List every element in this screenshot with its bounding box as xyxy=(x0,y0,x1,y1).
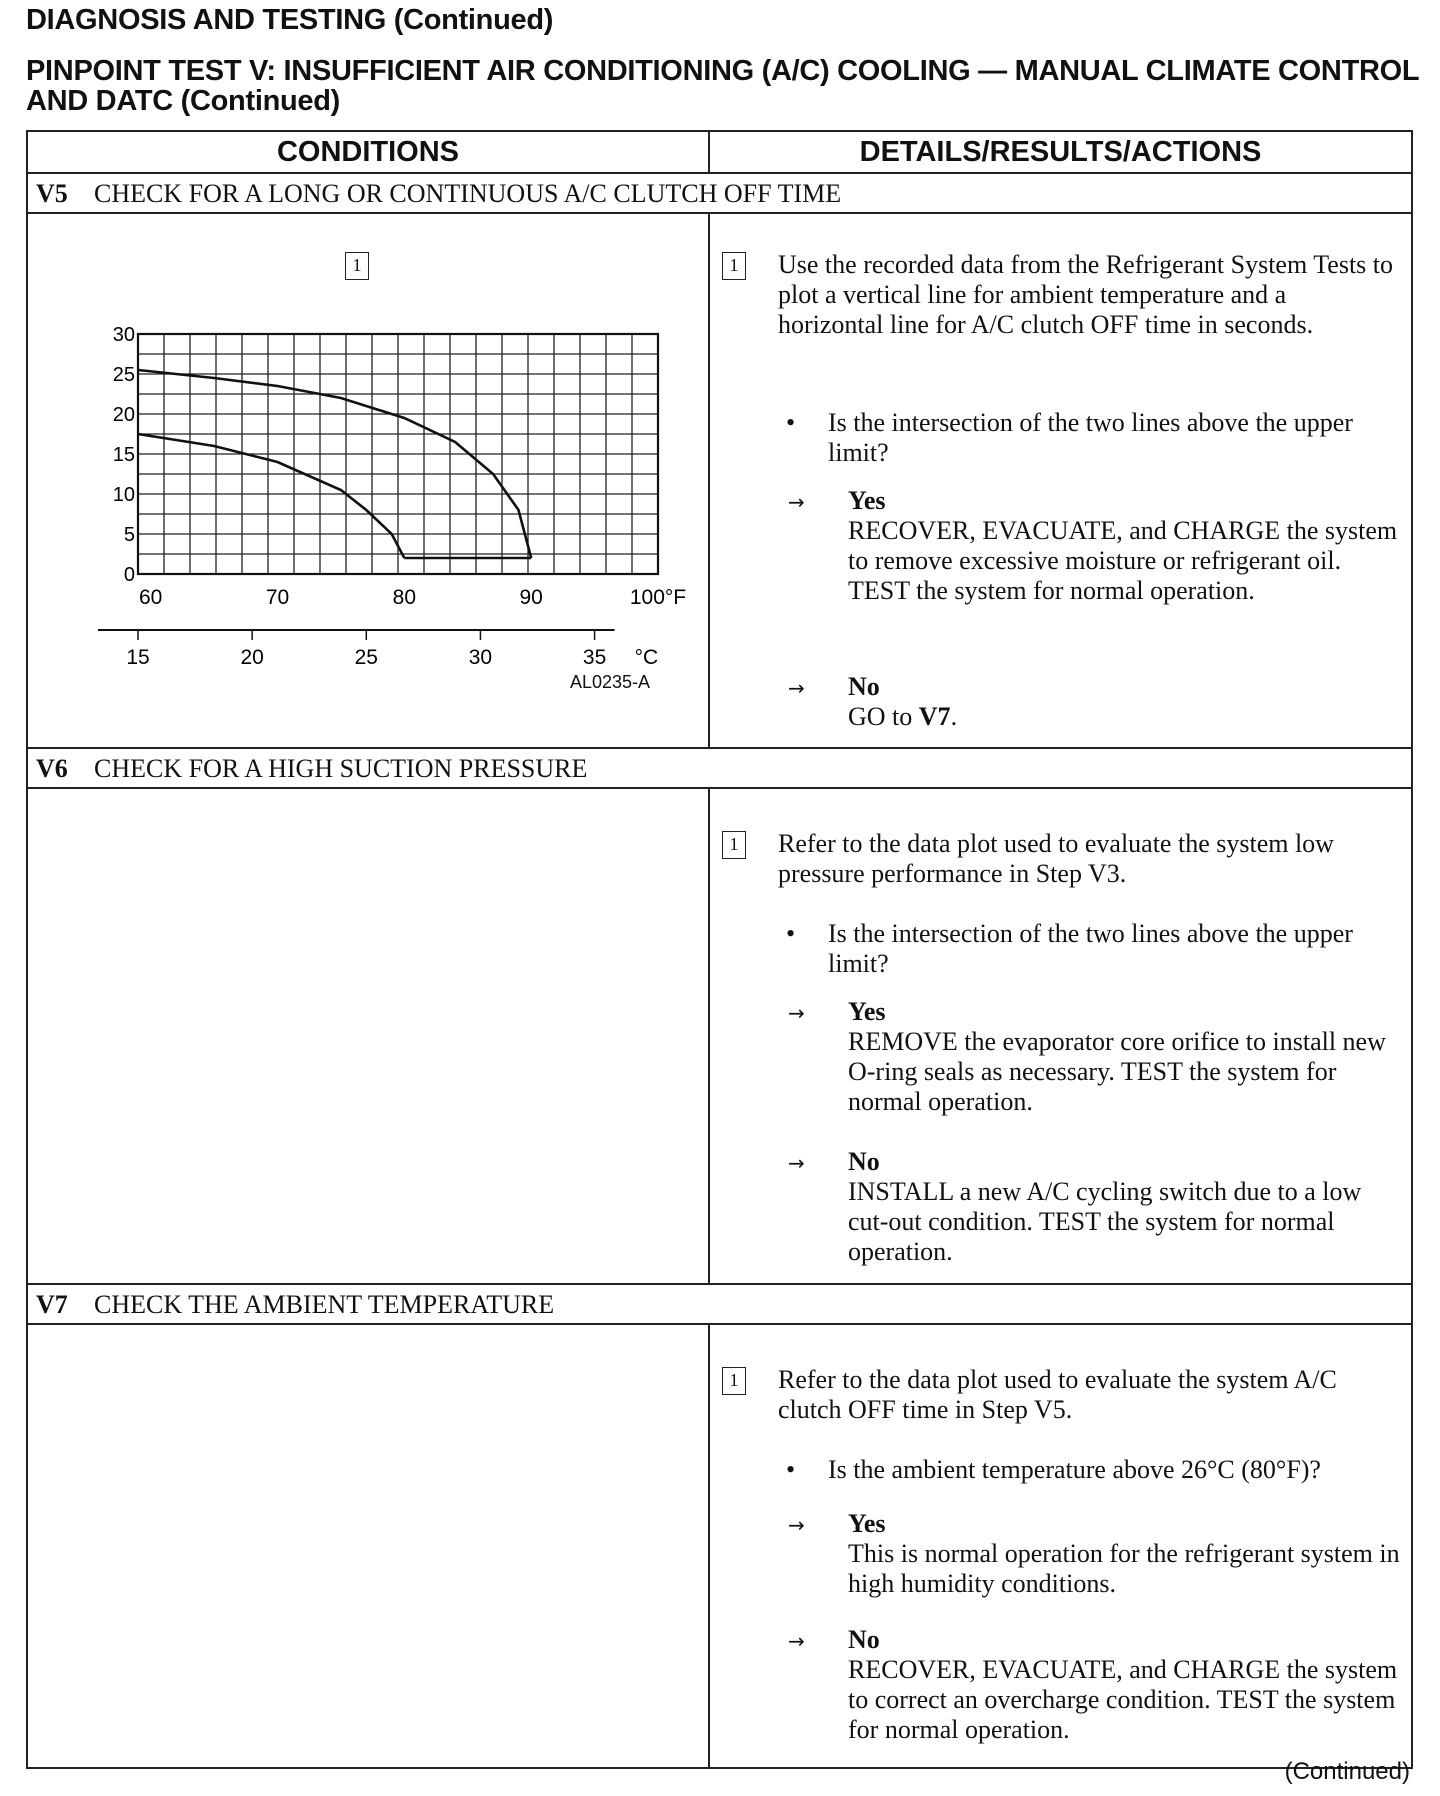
table-header-row xyxy=(28,132,1411,174)
step-v6-body xyxy=(28,789,1411,1285)
no-action-target: V7 xyxy=(918,702,951,731)
arrow-right-icon: → xyxy=(788,1001,805,1025)
x-tick-label-c: 35 xyxy=(582,646,607,669)
x-tick-label-c: 30 xyxy=(468,646,493,669)
y-tick-label: 0 xyxy=(123,564,135,586)
x-tick-label-c: 15 xyxy=(126,646,150,669)
no-action-suffix: . xyxy=(950,702,958,731)
step-v7-id: V7 xyxy=(36,1290,68,1319)
continued-label: (Continued) xyxy=(1284,1758,1410,1785)
no-label: No xyxy=(848,1625,880,1654)
step-v6-title: CHECK FOR A HIGH SUCTION PRESSURE xyxy=(94,754,588,783)
yes-label: Yes xyxy=(848,1509,886,1538)
y-tick-label: 5 xyxy=(123,524,135,546)
arrow-right-icon: → xyxy=(788,1151,805,1175)
x-tick-label-f: 70 xyxy=(265,586,290,609)
pinpoint-test-table xyxy=(26,130,1413,1769)
step-question: Is the ambient temperature above 26°C (80°F)? xyxy=(828,1455,1321,1484)
arrow-right-icon: → xyxy=(788,676,805,700)
figure-step-box: 1 xyxy=(345,252,369,280)
x-tick-label-c: 25 xyxy=(354,646,378,669)
no-action xyxy=(848,702,957,732)
step-v7-title-row xyxy=(28,1285,1411,1325)
section-title: DIAGNOSIS AND TESTING (Continued) xyxy=(26,4,554,36)
no-action: RECOVER, EVACUATE, and CHARGE the system to correct an overcharge condition. TEST the system for normal operation. xyxy=(848,1655,1398,1744)
step-v5-title: CHECK FOR A LONG OR CONTINUOUS A/C CLUTCH OFF TIME xyxy=(94,179,842,208)
x-tick-label-f: 80 xyxy=(392,586,417,609)
test-title: PINPOINT TEST V: INSUFFICIENT AIR CONDITIONING (A/C) COOLING — MANUAL CLIMATE CONTROL AND DATC (Continued) xyxy=(26,55,1419,117)
x-tick-label-c: 20 xyxy=(240,646,264,669)
step-v7-details xyxy=(710,1325,1411,1767)
header-conditions: CONDITIONS xyxy=(28,132,710,172)
step-v7-body xyxy=(28,1325,1411,1767)
y-tick-label: 20 xyxy=(112,404,135,426)
x-tick-label-f: 100°F xyxy=(629,586,687,609)
series-line-upper-limit xyxy=(138,370,531,558)
bullet-icon: • xyxy=(786,408,796,437)
arrow-right-icon: → xyxy=(788,1629,805,1653)
step-v5-title-row xyxy=(28,174,1411,214)
step-v7-title: CHECK THE AMBIENT TEMPERATURE xyxy=(94,1290,555,1319)
step-v6-details xyxy=(710,789,1411,1283)
arrow-right-icon: → xyxy=(788,1513,805,1537)
no-label: No xyxy=(848,1147,880,1176)
step-v5-body xyxy=(28,214,1411,749)
celsius-unit-label: °C xyxy=(634,646,659,669)
y-tick-label: 25 xyxy=(112,364,135,386)
yes-action: This is normal operation for the refrigerant system in high humidity conditions. xyxy=(848,1539,1400,1598)
no-action-prefix: GO to xyxy=(848,702,919,731)
arrow-right-icon: → xyxy=(788,490,805,514)
step-number-box: 1 xyxy=(722,252,746,280)
step-v7-conditions xyxy=(28,1325,710,1767)
y-tick-label: 30 xyxy=(112,324,135,346)
step-v5-conditions xyxy=(28,214,710,747)
bullet-icon: • xyxy=(786,1455,796,1484)
no-label: No xyxy=(848,672,880,701)
y-tick-label: 10 xyxy=(112,484,135,506)
step-question: Is the intersection of the two lines above the upper limit? xyxy=(828,919,1353,978)
step-instruction: Refer to the data plot used to evaluate the system low pressure performance in Step V3. xyxy=(778,829,1334,888)
step-v6-title-row xyxy=(28,749,1411,789)
step-instruction: Refer to the data plot used to evaluate the system A/C clutch OFF time in Step V5. xyxy=(778,1365,1337,1424)
header-details: DETAILS/RESULTS/ACTIONS xyxy=(859,136,1262,168)
step-number-box: 1 xyxy=(722,1367,746,1395)
figure-id: AL0235-A xyxy=(570,672,651,692)
no-action: INSTALL a new A/C cycling switch due to a low cut-out condition. TEST the system for normal operation. xyxy=(848,1177,1362,1266)
y-tick-label: 15 xyxy=(112,444,135,466)
step-v6-id: V6 xyxy=(36,754,68,783)
yes-action: REMOVE the evaporator core orifice to install new O-ring seals as necessary. TEST the system for normal operation. xyxy=(848,1027,1386,1116)
bullet-icon: • xyxy=(786,919,796,948)
x-tick-label-f: 90 xyxy=(519,586,543,609)
step-question: Is the intersection of the two lines above the upper limit? xyxy=(828,408,1353,467)
step-instruction: Use the recorded data from the Refrigerant System Tests to plot a vertical line for ambient temperature and a horizontal line for A/C clutch OFF time in seconds. xyxy=(778,250,1394,339)
clutch-off-time-chart xyxy=(58,324,687,674)
step-number-box: 1 xyxy=(722,831,746,859)
yes-action: RECOVER, EVACUATE, and CHARGE the system to remove excessive moisture or refrigerant oil. TEST the system for normal operation. xyxy=(848,516,1398,605)
step-v6-conditions xyxy=(28,789,710,1283)
yes-label: Yes xyxy=(848,997,886,1026)
series-line-lower-limit xyxy=(138,434,404,558)
step-v5-id: V5 xyxy=(36,179,68,208)
x-tick-label-f: 60 xyxy=(139,586,163,609)
step-v5-details xyxy=(710,214,1411,747)
yes-label: Yes xyxy=(848,486,886,515)
